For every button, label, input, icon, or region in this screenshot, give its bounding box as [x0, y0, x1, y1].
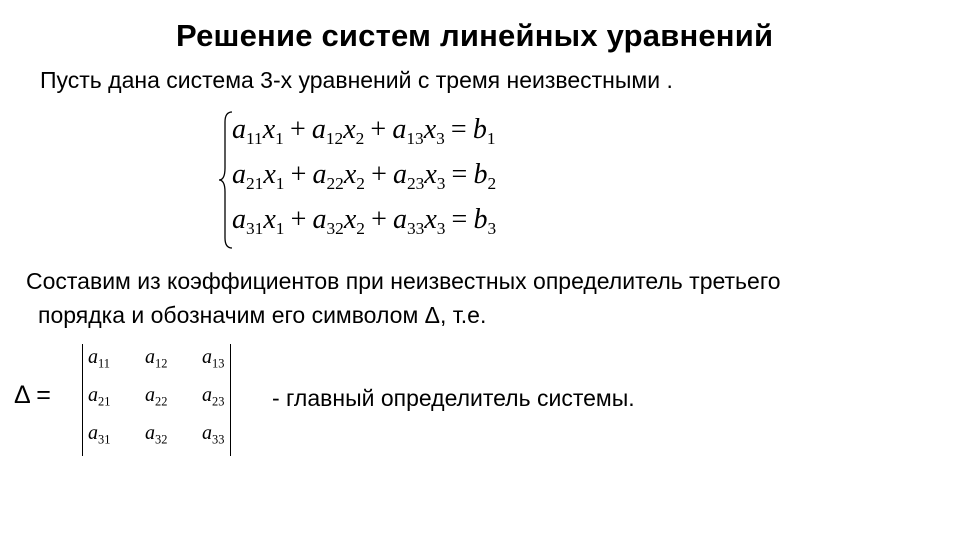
rhs-term-letter: b [472, 114, 487, 145]
cell-index: 13 [212, 356, 225, 371]
determinant-left-bar [82, 344, 83, 456]
variable [344, 155, 365, 195]
determinant-cell [88, 384, 138, 407]
cell-letter: a [88, 346, 98, 368]
equation-system [218, 110, 548, 250]
plus-sign: + [371, 159, 387, 190]
coefficient-letter: a [311, 114, 326, 145]
variable [343, 110, 364, 150]
determinant-description: - главный определитель системы. [272, 385, 635, 411]
cell-letter: a [145, 422, 155, 444]
coefficient-letter: a [232, 204, 246, 235]
equals-sign: = [451, 204, 468, 235]
determinant-matrix [78, 342, 238, 458]
variable [424, 155, 445, 195]
cell-index: 32 [155, 432, 168, 447]
variable-index: 1 [275, 174, 285, 194]
cell-index: 11 [98, 356, 110, 371]
coefficient [312, 155, 343, 195]
variable-index: 1 [275, 219, 285, 239]
variable-letter: x [263, 159, 276, 190]
cell-letter: a [202, 384, 212, 406]
coefficient-index: 22 [326, 174, 344, 194]
coefficient-index: 21 [246, 174, 264, 194]
paragraph-line-2: порядка и обозначим его символом Δ, т.е. [38, 302, 487, 328]
variable-letter: x [343, 159, 357, 190]
coefficient-index: 33 [406, 219, 425, 239]
coefficient [312, 200, 343, 240]
rhs-term [473, 200, 496, 240]
variable-letter: x [343, 114, 356, 145]
equals-sign: = [451, 159, 468, 190]
variable-letter: x [263, 204, 276, 235]
plus-sign: + [371, 204, 387, 235]
determinant-cell [88, 346, 138, 369]
equation-row [232, 110, 496, 150]
cell-index: 22 [155, 394, 168, 409]
slide-title: Решение систем линейных уравнений [176, 18, 774, 53]
cell-index: 31 [98, 432, 111, 447]
rhs-term-letter: b [473, 159, 488, 190]
variable-letter: x [343, 204, 357, 235]
variable [263, 155, 284, 195]
coefficient [392, 110, 423, 150]
delta-equals: Δ = [14, 381, 51, 409]
cell-letter: a [145, 384, 155, 406]
coefficient [232, 110, 263, 150]
variable-index: 3 [436, 129, 445, 149]
cell-index: 23 [212, 394, 225, 409]
variable-index: 3 [436, 174, 446, 194]
coefficient-letter: a [312, 204, 327, 235]
coefficient [393, 155, 424, 195]
determinant-cell [202, 346, 252, 369]
coefficient-letter: a [232, 114, 246, 145]
plus-sign: + [370, 114, 387, 145]
variable-index: 1 [275, 129, 284, 149]
intro-text: Пусть дана система 3-х уравнений с тремя неизвестными . [40, 67, 673, 93]
coefficient-index: 11 [246, 129, 263, 149]
cell-index: 12 [155, 356, 168, 371]
rhs-term-index: 3 [487, 219, 497, 239]
cell-index: 21 [98, 394, 111, 409]
variable-index: 2 [356, 174, 365, 194]
variable [263, 110, 284, 150]
rhs-term-index: 2 [487, 174, 497, 194]
variable [424, 200, 445, 240]
plus-sign: + [289, 114, 306, 145]
rhs-term-index: 1 [486, 129, 496, 149]
determinant-cell [145, 346, 195, 369]
equals-sign: = [450, 114, 467, 145]
determinant-cell [145, 422, 195, 445]
variable [263, 200, 284, 240]
paragraph-line-1: Составим из коэффициентов при неизвестных определитель третьего [26, 268, 781, 294]
variable-index: 2 [356, 219, 365, 239]
plus-sign: + [290, 204, 307, 235]
variable [424, 110, 445, 150]
coefficient-index: 13 [406, 129, 424, 149]
cell-letter: a [145, 346, 155, 368]
coefficient-letter: a [392, 159, 407, 190]
variable-letter: x [423, 114, 437, 145]
coefficient [312, 110, 343, 150]
coefficient-letter: a [392, 114, 407, 145]
cell-letter: a [202, 346, 212, 368]
coefficient [232, 200, 263, 240]
variable-index: 2 [355, 129, 365, 149]
plus-sign: + [290, 159, 307, 190]
determinant-cell [202, 422, 252, 445]
rhs-term [473, 155, 496, 195]
coefficient [393, 200, 424, 240]
coefficient [232, 155, 263, 195]
coefficient-letter: a [392, 204, 407, 235]
coefficient-letter: a [232, 159, 246, 190]
determinant-cell [202, 384, 252, 407]
variable-letter: x [262, 114, 276, 145]
variable-letter: x [424, 159, 437, 190]
cell-letter: a [88, 384, 98, 406]
rhs-term [473, 110, 496, 150]
variable [344, 200, 365, 240]
variable-letter: x [424, 204, 437, 235]
determinant-cell [145, 384, 195, 407]
coefficient-letter: a [312, 159, 327, 190]
variable-index: 3 [436, 219, 446, 239]
determinant-cell [88, 422, 138, 445]
coefficient-index: 31 [246, 219, 264, 239]
cell-letter: a [88, 422, 98, 444]
coefficient-index: 23 [406, 174, 425, 194]
cell-letter: a [202, 422, 212, 444]
coefficient-index: 32 [326, 219, 344, 239]
rhs-term-letter: b [473, 204, 488, 235]
equation-row [232, 155, 496, 195]
equation-row [232, 200, 496, 240]
cell-index: 33 [212, 432, 225, 447]
coefficient-index: 12 [325, 129, 344, 149]
